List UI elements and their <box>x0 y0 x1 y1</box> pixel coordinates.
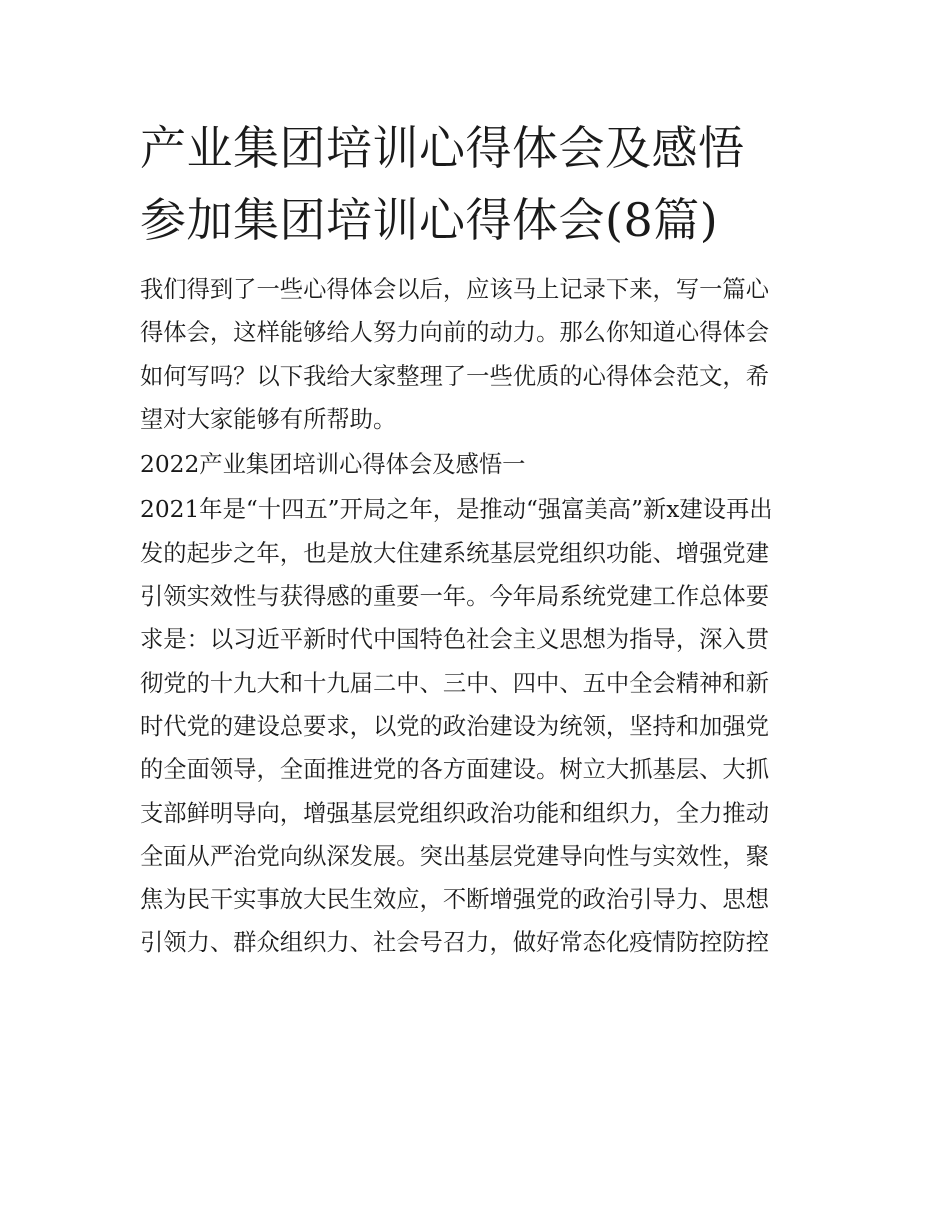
body-line: 发的起步之年，也是放大住建系统基层党组织功能、增强党建 <box>140 539 770 567</box>
document-title <box>140 112 812 256</box>
body-line: 焦为民干实事放大民生效应，不断增强党的政治引导力、思想 <box>140 886 770 914</box>
intro-line: 如何写吗？以下我给大家整理了一些优质的心得体会范文，希 <box>140 362 770 390</box>
body-line: 2021年是“十四五”开局之年，是推动“强富美高”新x建设再出 <box>140 496 773 524</box>
section-heading-text: 2022产业集团培训心得体会及感悟一 <box>140 451 526 479</box>
body-paragraph <box>140 488 812 964</box>
title-line-2: 参加集团培训心得体会(8篇) <box>140 193 719 247</box>
body-line: 引领力、群众组织力、社会号召力，做好常态化疫情防控防控 <box>140 929 770 957</box>
body-line: 全面从严治党向纵深发展。突出基层党建导向性与实效性，聚 <box>140 842 770 870</box>
body-line: 引领实效性与获得感的重要一年。今年局系统党建工作总体要 <box>140 583 770 611</box>
body-line: 求是：以习近平新时代中国特色社会主义思想为指导，深入贯 <box>140 626 770 654</box>
section-heading <box>140 443 812 486</box>
body-line: 的全面领导，全面推进党的各方面建设。树立大抓基层、大抓 <box>140 756 770 784</box>
intro-paragraph <box>140 268 812 441</box>
document-page <box>140 112 812 965</box>
intro-line: 我们得到了一些心得体会以后，应该马上记录下来，写一篇心 <box>140 276 770 303</box>
body-line: 时代党的建设总要求，以党的政治建设为统领，坚持和加强党 <box>140 712 770 740</box>
intro-line: 得体会，这样能够给人努力向前的动力。那么你知道心得体会 <box>140 319 770 347</box>
intro-line: 望对大家能够有所帮助。 <box>140 405 397 433</box>
title-line-1: 产业集团培训心得体会及感悟 <box>140 121 745 175</box>
body-line: 彻党的十九大和十九届二中、三中、四中、五中全会精神和新 <box>140 669 770 697</box>
body-line: 支部鲜明导向，增强基层党组织政治功能和组织力，全力推动 <box>140 799 770 827</box>
